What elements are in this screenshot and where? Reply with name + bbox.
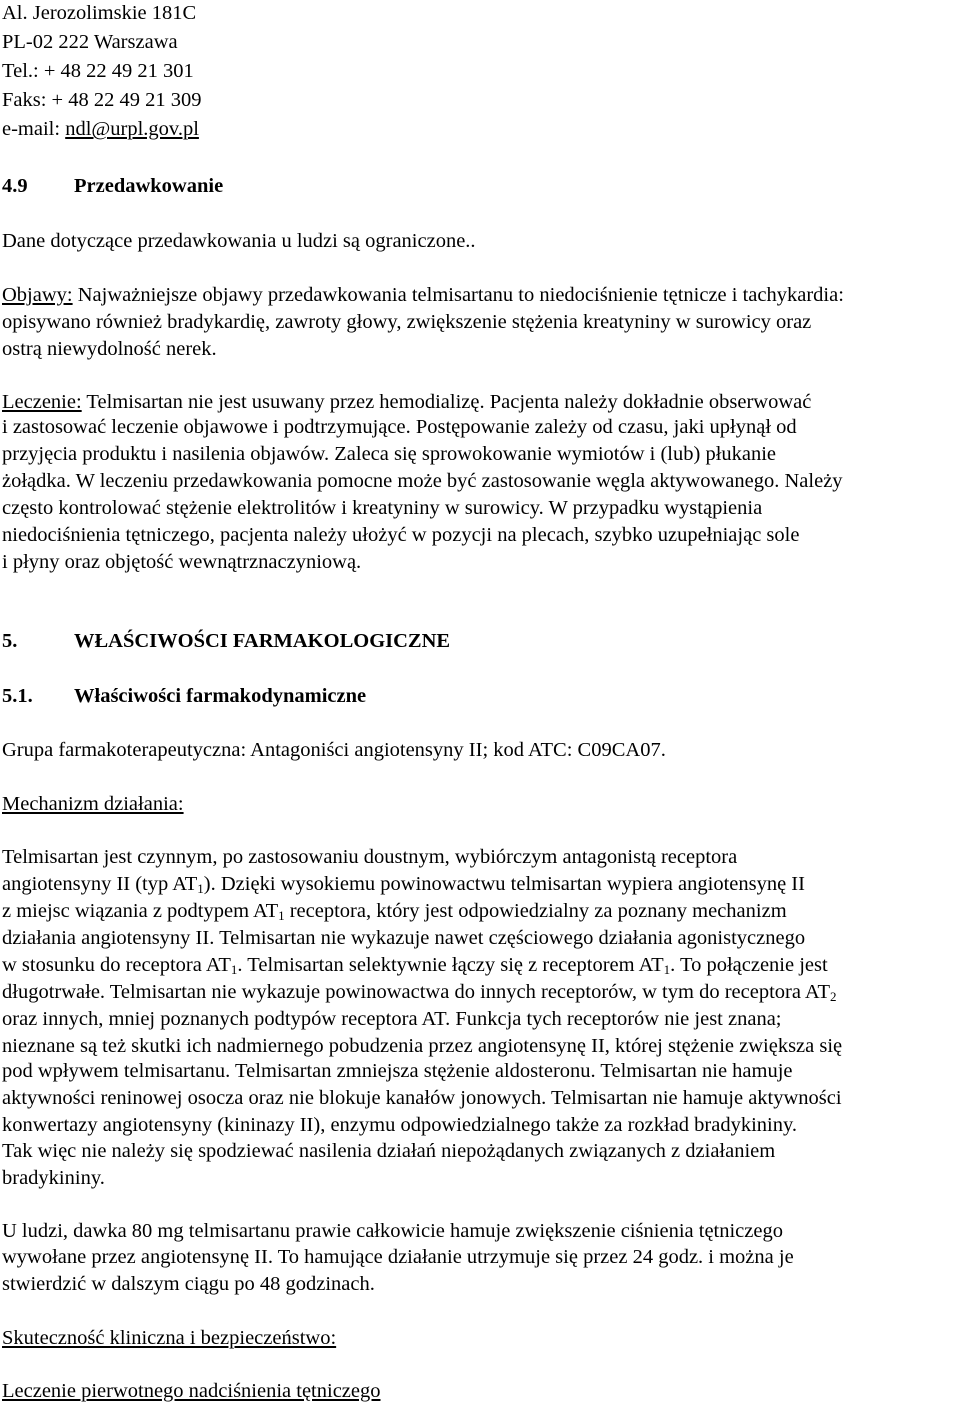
- text-run: w stosunku do receptora AT: [2, 954, 231, 976]
- section-number: 5.1.: [2, 685, 33, 707]
- address-city: PL-02 222 Warszawa: [2, 31, 178, 53]
- mechanism-line-13: bradykininy.: [2, 1167, 105, 1189]
- efficacy-label: Skuteczność kliniczna i bezpieczeństwo:: [2, 1327, 337, 1349]
- text-run: angiotensyny II (typ AT: [2, 873, 198, 895]
- email-link[interactable]: ndl@urpl.gov.pl: [65, 118, 199, 140]
- subscript: 1: [230, 962, 238, 977]
- section-heading-5-1: [2, 683, 366, 709]
- overdose-intro: Dane dotyczące przedawkowania u ludzi są ograniczone..: [2, 230, 476, 252]
- treatment-line-6: niedociśnienia tętniczego, pacjenta należy ułożyć w pozycji na plecach, szybko uzupełniając sole: [2, 524, 800, 546]
- text-run: z miejsc wiązania z podtypem AT: [2, 900, 279, 922]
- address-street: Al. Jerozolimskie 181C: [2, 2, 197, 24]
- treatment-line-3: przyjęcia produktu i nasilenia objawów. Zaleca się sprowokowanie wymiotów i (lub) płukanie: [2, 443, 777, 465]
- treatment-line-2: i zastosować leczenie objawowe i podtrzymujące. Postępowanie zależy od czasu, jaki upłynął od: [2, 416, 797, 438]
- mechanism-line-9: pod wpływem telmisartanu. Telmisartan zmniejsza stężenie aldosteronu. Telmisartan nie hamuje: [2, 1060, 793, 1082]
- treatment-line-7: i płyny oraz objętość wewnątrznaczyniową.: [2, 551, 362, 573]
- mechanism-line-8: nieznane są też skutki ich nadmiernego pobudzenia przez angiotensynę II, której stężenie zwiększa się: [2, 1035, 843, 1057]
- email-label: e-mail:: [2, 118, 66, 140]
- dose-line-2: wywołane przez angiotensynę II. To hamujące działanie utrzymuje się przez 24 godz. i można je: [2, 1246, 794, 1268]
- treatment-line-1: [2, 389, 811, 415]
- treatment-label: Leczenie:: [2, 391, 82, 413]
- address-tel: Tel.: + 48 22 49 21 301: [2, 60, 194, 82]
- subscript: 1: [197, 881, 204, 896]
- section-number: 5.: [2, 630, 18, 652]
- text-run: receptora, który jest odpowiedzialny za poznany mechanizm: [284, 900, 787, 922]
- mechanism-line-10: aktywności reninowej osocza oraz nie blokuje kanałów jonowych. Telmisartan nie hamuje aktywności: [2, 1087, 842, 1109]
- text-run: . To połączenie jest: [670, 954, 828, 976]
- address-email-line: [2, 116, 199, 142]
- mechanism-label: Mechanizm działania:: [2, 793, 184, 815]
- dose-line-1: U ludzi, dawka 80 mg telmisartanu prawie całkowicie hamuje zwiększenie ciśnienia tętniczego: [2, 1220, 783, 1242]
- symptoms-line-3: ostrą niewydolność nerek.: [2, 338, 217, 360]
- subscript: 2: [830, 989, 837, 1004]
- mechanism-line-11: konwertazy angiotensyny (kininazy II), enzymu odpowiedzialnego także za rozkład bradykininy.: [2, 1114, 798, 1136]
- symptoms-text: Najważniejsze objawy przedawkowania telmisartanu to niedociśnienie tętnicze i tachykardia:: [72, 284, 844, 306]
- symptoms-label: Objawy:: [2, 284, 73, 306]
- section-title: Właściwości farmakodynamiczne: [74, 685, 367, 707]
- treatment-line-4: żołądka. W leczeniu przedawkowania pomocne może być zastosowanie węgla aktywowanego. Należy: [2, 470, 843, 492]
- mechanism-line-7: oraz innych, mniej poznanych podtypów receptora AT. Funkcja tych receptorów nie jest znana;: [2, 1008, 782, 1030]
- treatment-line-5: często kontrolować stężenie elektrolitów i kreatyniny w surowicy. W przypadku wystąpienia: [2, 497, 763, 519]
- dose-line-3: stwierdzić w dalszym ciągu po 48 godzinach.: [2, 1273, 375, 1295]
- treatment-text: Telmisartan nie jest usuwany przez hemodializę. Pacjenta należy dokładnie obserwować: [81, 391, 812, 413]
- subscript: 1: [663, 962, 671, 977]
- section-title: WŁAŚCIWOŚCI FARMAKOLOGICZNE: [74, 630, 451, 652]
- text-run: długotrwałe. Telmisartan nie wykazuje powinowactwa do innych receptorów, w tym do receptora AT: [2, 981, 830, 1003]
- mechanism-line-12: Tak więc nie należy się spodziewać nasilenia działań niepożądanych związanych z działaniem: [2, 1140, 776, 1162]
- symptoms-line-1: [2, 282, 844, 308]
- section-title: Przedawkowanie: [74, 175, 224, 197]
- hypertension-label: Leczenie pierwotnego nadciśnienia tętniczego: [2, 1380, 381, 1402]
- pharmaco-group: Grupa farmakoterapeutyczna: Antagoniści angiotensyny II; kod ATC: C09CA07.: [2, 739, 666, 761]
- text-run: ). Dzięki wysokiemu powinowactwu telmisartan wypiera angiotensynę II: [203, 873, 805, 895]
- symptoms-line-2: opisywano również bradykardię, zawroty głowy, zwiększenie stężenia kreatyniny w surowicy oraz: [2, 311, 812, 333]
- section-number: 4.9: [2, 175, 28, 197]
- mechanism-line-1: Telmisartan jest czynnym, po zastosowaniu doustnym, wybiórczym antagonistą receptora: [2, 846, 738, 868]
- mechanism-line-4: działania angiotensyny II. Telmisartan nie wykazuje nawet częściowego działania agonistycznego: [2, 927, 806, 949]
- address-fax: Faks: + 48 22 49 21 309: [2, 89, 202, 111]
- text-run: . Telmisartan selektywnie łączy się z receptorem AT: [237, 954, 664, 976]
- subscript: 1: [278, 908, 285, 923]
- section-heading-5: [2, 628, 450, 654]
- section-heading-overdose: [2, 173, 223, 199]
